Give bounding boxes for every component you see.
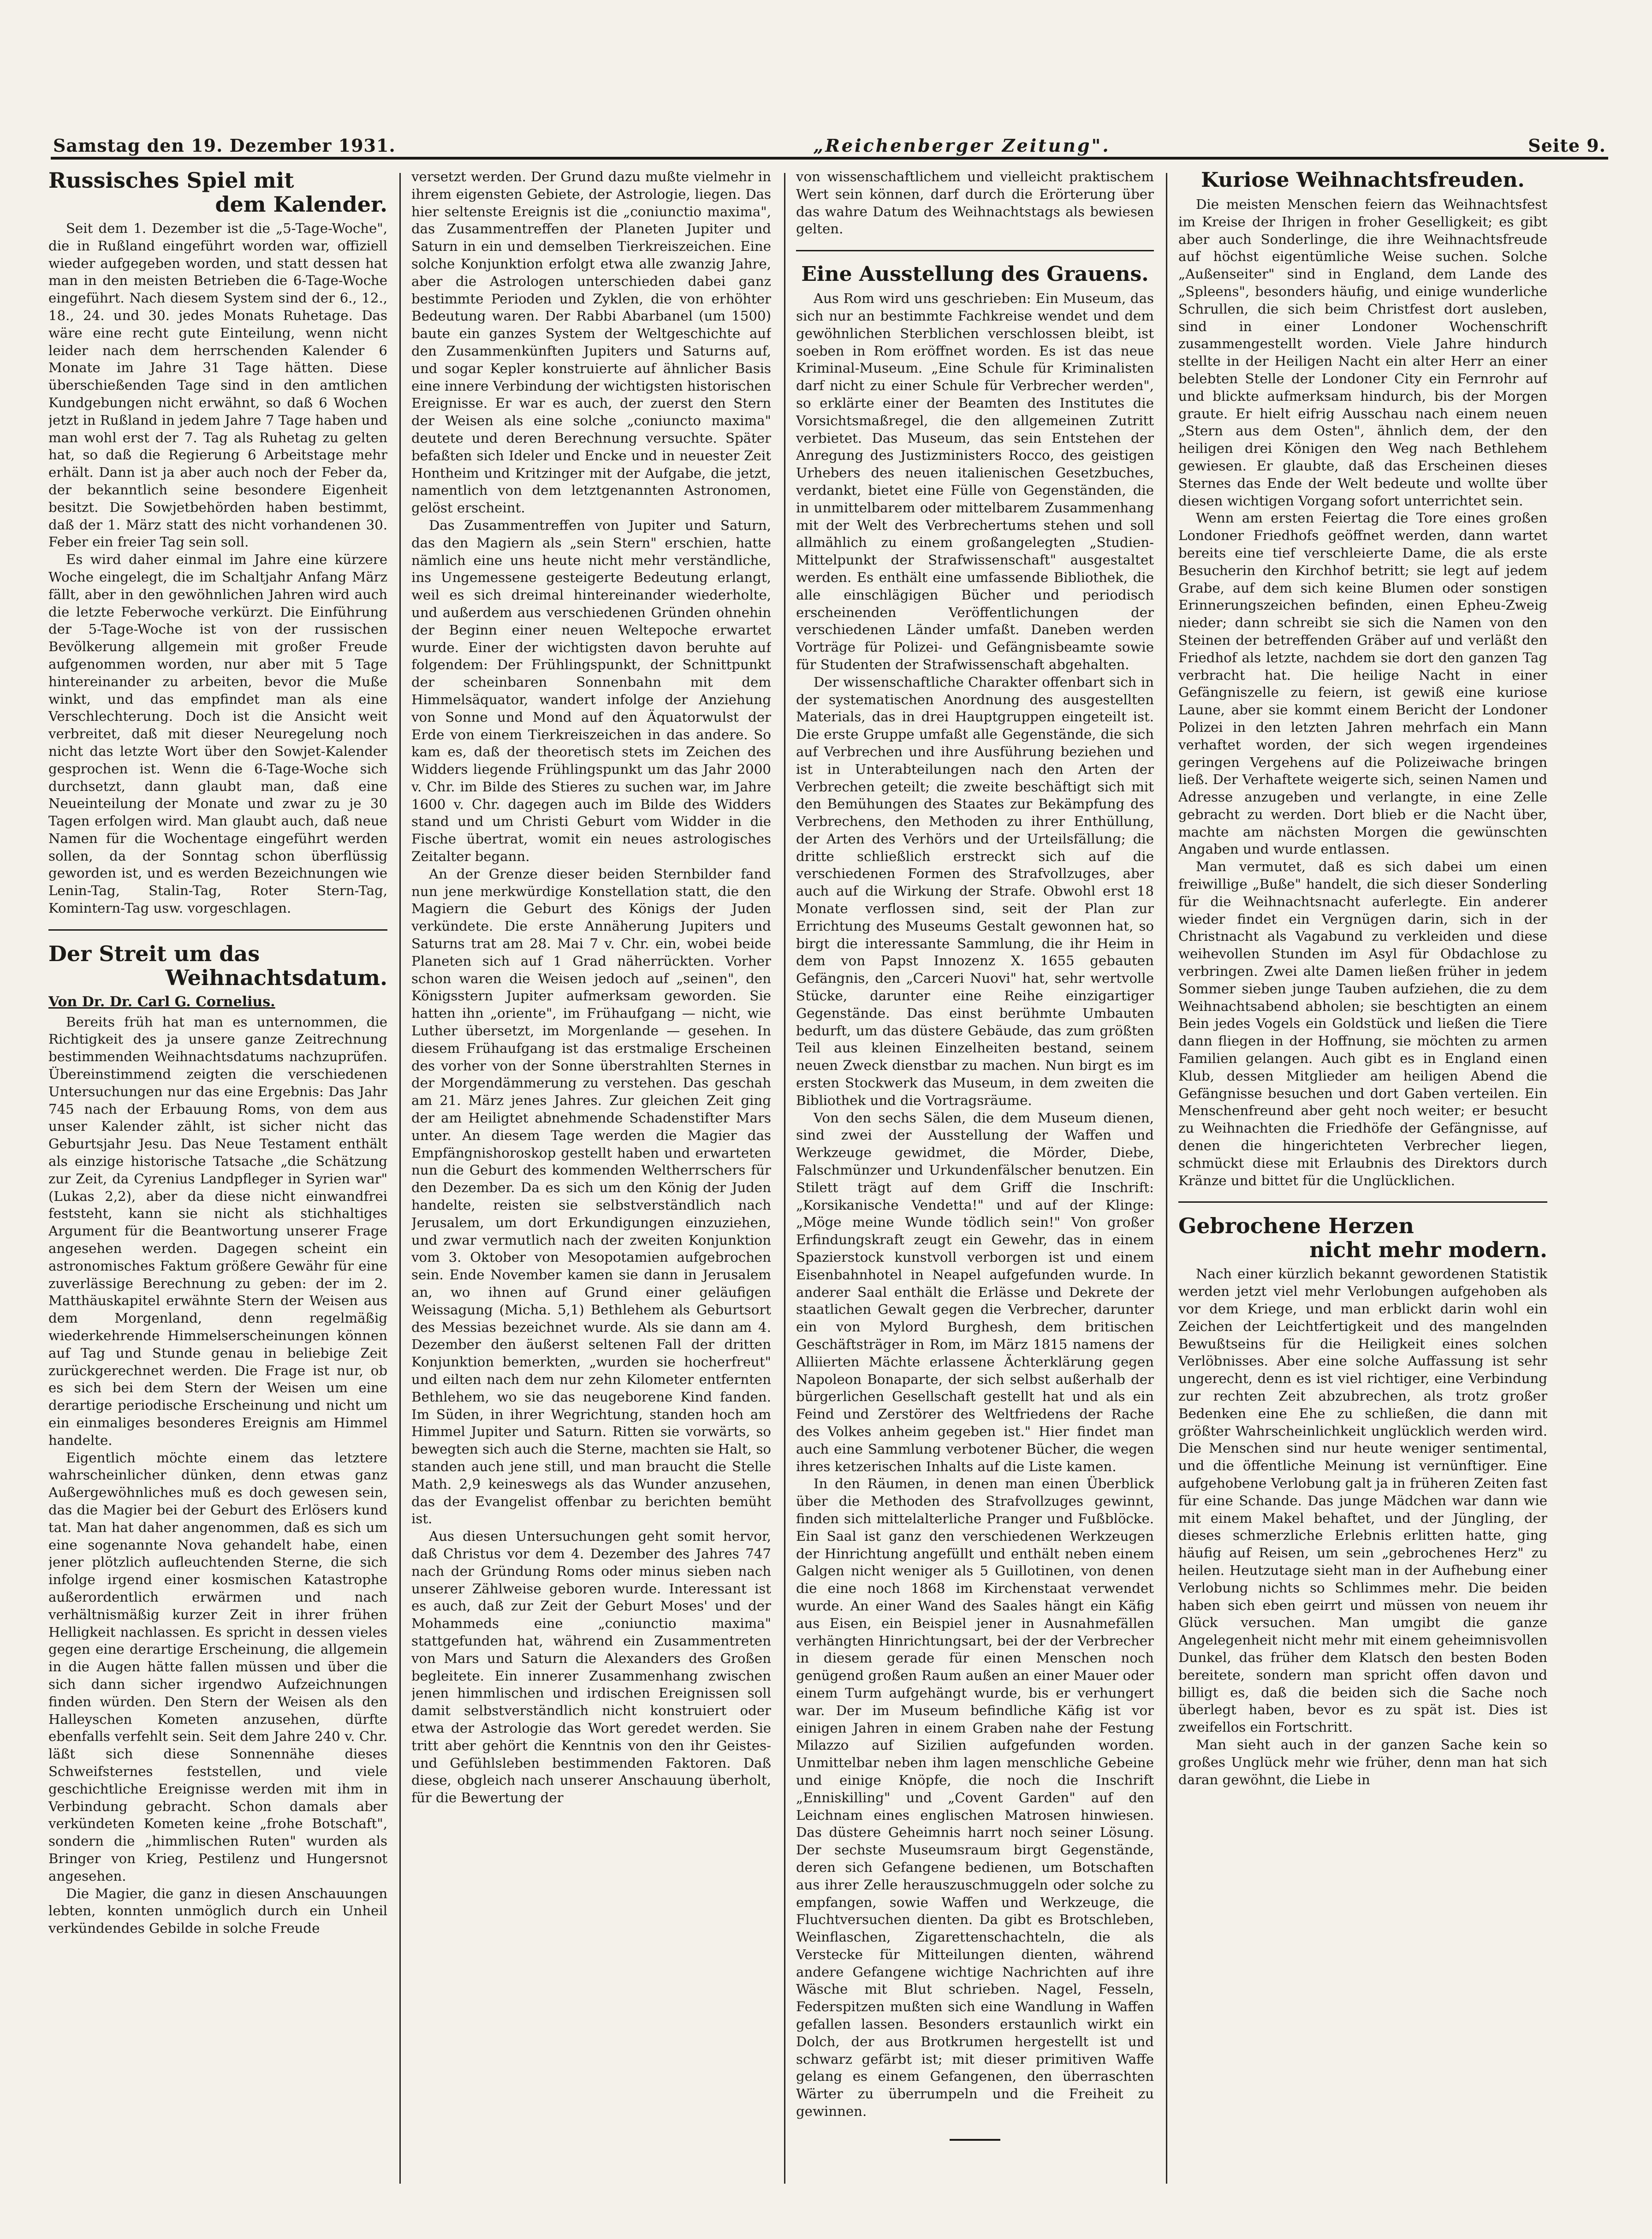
column-divider <box>399 173 401 2184</box>
article-paragraph: Bereits früh hat man es unternommen, die Richtigkeit des ja unsere ganze Zeitrechnung bestimmenden Weihnachtsdatums nachzuprüfen. Übereinstimmend zeigten die verschiedenen Untersuchungen nur das eine Ergebnis: Das Jahr 745 nach der Erbauung Roms, von dem aus unser Kalender zählt, ist sicher nicht das Geburtsjahr Jesu. Das Neue Testament enthält als einzige historische Tatsache „die Schätzung zur Zeit, da Cyrenius Landpfleger in Syrien war" (Lukas 2,2), aber da diese nicht einwandfrei feststeht, kann sie nicht als stichhaltiges Argument für die Beantwortung unserer Frage angesehen werden. Dagegen scheint ein astronomisches Faktum größere Gewähr für eine zuverlässige Berechnung zu geben: der im 2. Matthäuskapitel erwähnte Stern der Weisen aus dem Morgenland, denn regelmäßig wiederkehrende Himmelserscheinungen können auf Tag und Stunde genau in beliebige Zeit zurückgerechnet werden. Die Frage ist nur, ob es sich bei dem Stern der Weisen um eine derartige periodische Erscheinung und nicht um ein einmaliges besonderes Ereignis am Himmel handelte. <box>48 1014 387 1448</box>
article-separator <box>796 250 1154 251</box>
column-divider <box>1166 173 1167 2184</box>
article-title-line: Gebrochene Herzen <box>1178 1213 1414 1239</box>
article-paragraph: Wenn am ersten Feiertag die Tore eines großen Londoner Friedhofs geöffnet werden, dann wartet bereits eine tief verschleierte Dame, die als erste Besucherin den Kirchhof betritt; sie legt auf jedem Grabe, auf dem sich keine Blumen oder sonstigen Erinnerungszeichen befinden, einen Epheu-Zweig nieder; dann schreibt sie sich die Namen von den Steinen der betreffenden Gräber auf und verläßt den Friedhof als letzte, nachdem sie dort den ganzen Tag verbracht hat. Die heilige Nacht in einer Gefängniszelle zu feiern, ist gewiß eine kuriose Laune, aber sie kommt einem Bericht der Londoner Polizei in den letzten Jahren mehrfach ein Mann verhaftet worden, der sich wegen irgendeines geringen Vergehens auf die Polizeiwache bringen ließ. Der Verhaftete weigerte sich, seinen Namen und Adresse anzugeben und verlangte, in eine Zelle gebracht zu werden. Dort blieb er die Nacht über, machte am nächsten Morgen die gewünschten Angaben und wurde entlassen. <box>1178 510 1547 857</box>
article-paragraph: versetzt werden. Der Grund dazu mußte vielmehr in ihrem eigensten Gebiete, der Astrologie, liegen. Das hier seltenste Ereignis ist die „coniunctio maxima", das Zusammentreffen der Planeten Jupiter und Saturn in ein und demselben Tierkreiszeichen. Eine solche Konjunktion erfolgt etwa alle zwanzig Jahre, aber die Astrologen unterschieden dabei ganz bestimmte Perioden und Zyklen, die von erhöhter Bedeutung waren. Der Rabbi Abarbanel (um 1500) baute ein ganzes System der Weltgeschichte auf den Zusammenkünften Jupiters und Saturns auf, und sogar Kepler konstruierte auf ähnlicher Basis eine innere Verbindung der wichtigsten historischen Ereignisse. Er war es auch, der zuerst den Stern der Weisen als eine solche „coniuncto maxima" deutete und deren Berechnung versuchte. Später befaßten sich Ideler und Encke und in neuester Zeit Hontheim und Kritzinger mit der Aufgabe, die jetzt, namentlich von dem letztgenannten Astronomen, gelöst erscheint. <box>411 169 771 516</box>
article-title <box>1178 1214 1547 1262</box>
article-paragraph: Seit dem 1. Dezember ist die „5-Tage-Woche", die in Rußland eingeführt worden war, offiziell wieder aufgegeben worden, und statt dessen hat man in den meisten Betrieben die 6-Tage-Woche eingeführt. Nach diesem System sind der 6., 12., 18., 24. und 30. jedes Monats Ruhetage. Das wäre eine recht gute Einteilung, wenn nicht leider nach dem herrschenden Kalender 6 Monate im Jahre 31 Tage hätten. Diese überschießenden Tage sind in den amtlichen Kundgebungen nicht erwähnt, so daß 6 Wochen jetzt in Rußland in jedem Jahre 7 Tage haben und man wohl erst der 7. Tag als Ruhetag zu gelten hat, so daß die Regierung 6 Arbeitstage mehr erhält. Dann ist ja aber auch noch der Feber da, der bekanntlich seine besondere Eigenheit besitzt. Die Sowjetbehörden haben bestimmt, daß der 1. März statt des nicht vorhandenen 30. Feber ein freier Tag sein soll. <box>48 220 387 550</box>
column-3 <box>796 168 1154 2188</box>
article-paragraph: Man sieht auch in der ganzen Sache kein so großes Unglück mehr wie früher, denn man hat sich daran gewöhnt, die Liebe in <box>1178 1736 1547 1788</box>
article-separator <box>1178 1201 1547 1203</box>
article-paragraph: An der Grenze dieser beiden Sternbilder fand nun jene merkwürdige Konstellation statt, die den Magiern die Geburt des Königs der Juden verkündete. Die erste Annäherung Jupiters und Saturns trat am 28. Mai 7 v. Chr. ein, wobei beide Planeten sich auf 1 Grad näherrückten. Vorher schon waren die Weisen jedoch auf „seinen", den Königsstern Jupiter aufmerksam geworden. Sie hatten ihn „oriente", im Frühaufgang — nicht, wie Luther übersetzt, im Morgenlande — gesehen. In diesem Frühaufgang ist das erstmalige Erscheinen des vorher von der Sonne überstrahlten Sternes in der Morgendämmerung zu verstehen. Das geschah am 21. März jenes Jahres. Zur gleichen Zeit ging der am Heiligtet abnehmende Schadenstifter Mars unter. An diesem Tage werden die Magier das Empfängnishoroskop gestellt haben und erwarteten nun die Geburt des kommenden Weltherrschers für den Dezember. Da es sich um den König der Juden handelte, reisten sie selbstverständlich nach Jerusalem, um dort Erkundigungen einzuziehen, und zwar vermutlich nach der zweiten Konjunktion vom 3. Oktober von Mesopotamien aufgebrochen sein. Ende November kamen sie dann in Jerusalem an, wo ihnen auf Grund einer geläufigen Weissagung (Micha. 5,1) Bethlehem als Geburtsort des Messias bezeichnet wurde. Als sie dann am 4. Dezember den äußerst seltenen Fall der dritten Konjunktion bemerkten, „wurden sie hocherfreut" und eilten nach dem nur zehn Kilometer entfernten Bethlehem, wo sie das neugeborene Kind fanden. Im Süden, in ihrer Wegrichtung, standen hoch am Himmel Jupiter und Saturn. Ritten sie vorwärts, so bewegten sich auch die Sterne, machten sie Halt, so standen auch jene still, und man braucht die Stelle Math. 2,9 keineswegs als das Wunder anzusehen, das der Evangelist offenbar zu berichten bemüht ist. <box>411 866 771 1527</box>
article-byline: Von Dr. Dr. Carl G. Cornelius. <box>48 993 275 1010</box>
header-page-number: Seite 9. <box>1528 135 1606 156</box>
article-title-line: dem Kalender. <box>215 192 387 217</box>
column-1 <box>48 168 387 2188</box>
article-paragraph: Der wissenschaftliche Charakter offenbart sich in der systematischen Anordnung des ausgestellten Materials, das in drei Hauptgruppen eingeteilt ist. Die erste Gruppe umfaßt alle Gegenstände, die sich auf Verbrechen und ihre Ausführung beziehen und ist in Unterabteilungen nach den Arten der Verbrechen geteilt; die zweite beschäftigt sich mit den Bemühungen des Staates zur Bekämpfung des Verbrechens, den Methoden zu ihrer Enthüllung, der Arten des Verhörs und der Urteilsfällung; die dritte schließlich erstreckt sich auf die verschiedenen Formen des Strafvollzuges, aber auch auf die Wirkung der Strafe. Obwohl erst 18 Monate verflossen sind, seit der Plan zur Errichtung des Museums Gestalt gewonnen hat, so birgt die interessante Sammlung, die ihr Heim in dem von Papst Innozenz X. 1655 gebauten Gefängnis, den „Carceri Nuovi" hat, sehr wertvolle Stücke, darunter eine Reihe einzigartiger Gegenstände. Das einst berühmte Umbauten bedurft, um das düstere Gebäude, das zum größten Teil aus kleinen Einzelheiten bestand, seinem neuen Zweck dienstbar zu machen. Nun birgt es im ersten Stockwerk das Museum, in dem zweiten die Bibliothek und die Vortragsräume. <box>796 674 1154 1108</box>
article-paragraph: In den Räumen, in denen man einen Überblick über die Methoden des Strafvollzuges gewinnt, finden sich mittelalterliche Pranger und Fußblöcke. Ein Saal ist ganz den verschiedenen Werkzeugen der Hinrichtung angefüllt und enthält neben einem Galgen nicht weniger als 5 Guillotinen, von denen die eine noch 1868 im Kirchenstaat verwendet wurde. An einer Wand des Saales hängt ein Käfig aus Eisen, ein Beispiel jener in Ausnahmefällen verhängten Hinrichtungsart, bei der der Verbrecher in diesem gerade für einen Menschen noch genügend großen Raum außen an einer Mauer oder einem Turm aufgehängt wurde, bis er verhungert war. Der im Museum befindliche Käfig ist vor einigen Jahren in einem Graben nahe der Festung Milazzo auf Sizilien aufgefunden worden. Unmittelbar neben ihm lagen menschliche Gebeine und einige Knöpfe, die noch die Inschrift „Enniskilling" und „Covent Garden" auf den Leichnam eines englischen Matrosen hinwiesen. Das düstere Geheimnis harrt noch seiner Lösung. Der sechste Museumsraum birgt Gegenstände, deren sich Gefangene bedienen, um Botschaften aus ihrer Zelle herauszuschmuggeln oder solche zu empfangen, sowie Waffen und Werkzeuge, die Fluchtversuchen dienten. Da gibt es Brotschleben, Weinflaschen, Zigarettenschachteln, die als Verstecke für Mitteilungen dienten, während andere Gefangene wichtige Nachrichten auf ihre Wäsche mit Blut schrieben. Nagel, Fesseln, Federspitzen mußten sich eine Wandlung in Waffen gefallen lassen. Besonders erstaunlich wirkt ein Dolch, der aus Brotkrumen hergestellt ist und schwarz gefärbt ist; mit dieser primitiven Waffe gelang es einem Gefangenen, den überraschten Wärter zu überrumpeln und die Freiheit zu gewinnen. <box>796 1476 1154 2120</box>
column-4 <box>1178 168 1547 2188</box>
article-paragraph: Eigentlich möchte einem das letztere wahrscheinlicher dünken, denn etwas ganz Außergewöhnliches muß es doch gewesen sein, das die Magier bei der Geburt des Erlösers kund tat. Man hat daher angenommen, daß es sich um eine sogenannte Nova gehandelt habe, einen jener plötzlich aufleuchtenden Sterne, die sich infolge irgend einer kosmischen Katastrophe außerordentlich erwärmen und nach verhältnismäßig kurzer Zeit in ihrer frühen Helligkeit nachlassen. Es spricht in dessen vieles gegen eine derartige Erscheinung, die allgemein in die Augen hätte fallen müssen und über die sich dann sicher irgendwo Aufzeichnungen finden würden. Den Stern der Weisen als den Halleyschen Kometen anzusehen, dürfte ebenfalls verfehlt sein. Seit dem Jahre 240 v. Chr. läßt sich diese Sonnennähe dieses Schweifsternes feststellen, und viele geschichtliche Ereignisse werden mit ihm in Verbindung gebracht. Schon damals aber verkündeten Kometen keine „frohe Botschaft", sondern die „himmlischen Ruten" wurden als Bringer von Krieg, Pestilenz und Hungersnot angesehen. <box>48 1449 387 1884</box>
article-paragraph: Das Zusammentreffen von Jupiter und Saturn, das den Magiern als „sein Stern" erschien, hatte nämlich eine uns heute nicht mehr verständliche, ins Ungemessene gesteigerte Bedeutung erlangt, weil es sich dreimal hintereinander wiederholte, und außerdem aus verschiedenen Gründen ohnehin der Beginn einer neuen Weltepoche erwartet wurde. Einer der wichtigsten davon beruhte auf folgendem: Der Frühlingspunkt, der Schnittpunkt der scheinbaren Sonnenbahn mit dem Himmelsäquator, wandert infolge der Anziehung von Sonne und Mond auf den Äquatorwulst der Erde von einem Tierkreiszeichen in das andere. So kam es, daß der theoretisch stets im Zeichen des Widders liegende Frühlingspunkt um das Jahr 2000 v. Chr. im Bilde des Stieres zu suchen war, im Jahre 1600 v. Chr. dagegen auch im Bilde des Widders stand und um Christi Geburt vom Widder in die Fische übertrat, womit ein neues astrologisches Zeitalter begann. <box>411 517 771 865</box>
end-of-article-rule <box>950 2139 1000 2141</box>
article-title: Eine Ausstellung des Grauens. <box>801 262 1149 286</box>
article-paragraph: Von den sechs Sälen, die dem Museum dienen, sind zwei der Ausstellung der Waffen und Werkzeuge gewidmet, die Mörder, Diebe, Falschmünzer und Urkundenfälscher benutzen. Ein Stilett trägt auf dem Griff die Inschrift: „Korsikanische Vendetta!" und auf der Klinge: „Möge meine Wunde tödlich sein!" Von großer Erfindungskraft zeugt ein Gewehr, das in einem Spazierstock kunstvoll verborgen ist und einem Eisenbahnhotel in Neapel aufgefunden wurde. In anderer Saal enthält die Erlässe und Dekrete der staatlichen Gewalt gegen die Verbrecher, darunter ein von Mylord Burghesh, dem britischen Geschäftsträger in Rom, im März 1815 namens der Alliierten Mächte erlassene Ächterklärung gegen Napoleon Bonaparte, der sich selbst außerhalb der bürgerlichen Gesellschaft gestellt hat und als ein Feind und Zerstörer des Weltfriedens der Rache des Volkes anheim gegeben ist." Hier findet man auch eine Sammlung verbotener Bücher, die wegen ihres ketzerischen Inhalts auf die Liste kamen. <box>796 1110 1154 1474</box>
article-title <box>48 942 387 990</box>
article-title <box>48 168 387 216</box>
article-paragraph: Aus Rom wird uns geschrieben: Ein Museum, das sich nur an bestimmte Fachkreise wendet und dem gewöhnlichen Sterblichen verschlossen bleibt, ist soeben in Rom eröffnet worden. Es ist das neue Kriminal-Museum. „Eine Schule für Kriminalisten darf nicht zu einer Schule für Verbrecher werden", so erklärte einer der Beamten des Institutes die Vorsichtsmaßregel, die den allgemeinen Zutritt verbietet. Das Museum, das sein Entstehen der Anregung des Justizministers Rocco, des geistigen Urhebers des neuen italienischen Gesetzbuches, verdankt, bietet eine Fülle von Gegenständen, die in unmittelbarem oder mittelbarem Zusammenhang mit der Welt des Verbrechertums stehen und soll allmählich zu einem großangelegten „Studien-Mittelpunkt der Strafwissenschaft" ausgestaltet werden. Es enthält eine umfassende Bibliothek, die alle einschlägigen Bücher und periodisch erscheinenden Veröffentlichungen der verschiedenen Länder umfaßt. Daneben werden Vorträge für Polizei- und Gefängnisbeamte sowie für Studenten der Strafwissenschaft abgehalten. <box>796 291 1154 672</box>
article-separator <box>48 929 387 931</box>
article-title-line: Weihnachtsdatum. <box>165 965 387 990</box>
header-date: Samstag den 19. Dezember 1931. <box>53 135 396 156</box>
article-title-line: Der Streit um das <box>48 941 260 966</box>
article-paragraph: Die meisten Menschen feiern das Weihnachtsfest im Kreise der Ihrigen in froher Geselligkeit; es gibt aber auch Sonderlinge, die ihre Weihnachtsfreude auf höchst eigentümliche Weise suchen. Solche „Außenseiter" sind in England, dem Lande des „Spleens", besonders häufig, und einige wunderliche Schrullen, die sich beim Christfest dort ausleben, sind in einer Londoner Wochenschrift zusammengestellt worden. Viele Jahre hindurch stellte in der Heiligen Nacht ein alter Herr an einer belebten Stelle der Londoner City ein Fernrohr auf und blickte aufmerksam hindurch, bis der Morgen graute. Er hielt eifrig Ausschau nach einem neuen „Stern aus dem Osten", ähnlich dem, der den heiligen drei Königen den Weg nach Bethlehem gewiesen. Er glaubte, daß das Erscheinen dieses Sternes das Ende der Welt bedeute und wollte über diesen wichtigen Vorgang sofort unterrichtet sein. <box>1178 196 1547 509</box>
article-title-line: Russisches Spiel mit <box>48 168 294 193</box>
article-title-line: nicht mehr modern. <box>1309 1237 1547 1263</box>
page-header <box>53 124 1606 156</box>
article-paragraph: Nach einer kürzlich bekannt gewordenen Statistik werden jetzt viel mehr Verlobungen aufgehoben als vor dem Kriege, und man erblickt darin wohl ein Zeichen der Leichtfertigkeit und des mangelnden Bewußtseins für die Heiligkeit eines solchen Verlöbnisses. Aber eine solche Auffassung ist sehr ungerecht, denn es ist viel richtiger, eine Verbindung zur rechten Zeit abzubrechen, als trotz großer Bedenken eine Ehe zu schließen, die dann mit größter Wahrscheinlichkeit unglücklich werden wird. Die Menschen sind nur heute weniger sentimental, und die öffentliche Meinung ist vernünftiger. Eine aufgehobene Verlobung galt ja in früheren Zeiten fast für eine Schande. Das junge Mädchen war dann wie mit einem Makel behaftet, und der Jüngling, der dieses schmerzliche Erlebnis erlitten hatte, ging häufig auf Reisen, um sein „gebrochenes Herz" zu heilen. Heutzutage sieht man in der Aufhebung einer Verlobung nichts so Schlimmes mehr. Die beiden haben sich eben geirrt und müssen von neuem ihr Glück versuchen. Man umgibt die ganze Angelegenheit nicht mehr mit einem geheimnisvollen Dunkel, das früher dem Klatsch den besten Boden bereitete, sondern man spricht offen davon und billigt es, daß die beiden sich die Sache noch überlegt haben, bevor es zu spät ist. Dies ist zweifellos ein Fortschritt. <box>1178 1266 1547 1735</box>
article-paragraph: von wissenschaftlichem und vielleicht praktischem Wert sein können, darf durch die Erörterung über das wahre Datum des Weihnachtstags als bewiesen gelten. <box>796 169 1154 237</box>
article-paragraph: Die Magier, die ganz in diesen Anschauungen lebten, konnten unmöglich durch ein Unheil verkündendes Gebilde in solche Freude <box>48 1885 387 1936</box>
article-paragraph: Es wird daher einmal im Jahre eine kürzere Woche eingelegt, die im Schaltjahr Anfang März fällt, aber in den gewöhnlichen Jahren wird auch die letzte Feberwoche verkürzt. Die Einführung der 5-Tage-Woche ist von der russischen Bevölkerung allgemein mit großer Freude aufgenommen worden, nur aber mit 5 Tage hintereinander zu arbeiten, bevor die Muße winkt, und das empfindet man als eine Verschlechterung. Doch ist die Ansicht weit verbreitet, daß mit dieser Neuregelung noch nicht das letzte Wort über den Sowjet-Kalender gesprochen ist. Wenn die 6-Tage-Woche sich durchsetzt, dann glaubt man, daß eine Neueinteilung der Monate und zwar zu je 30 Tagen erfolgen wird. Man glaubt auch, daß neue Namen für die Wochentage eingeführt werden sollen, da der Sonntag schon überflüssig geworden ist, und es werden Bezeichnungen wie Lenin-Tag, Stalin-Tag, Roter Stern-Tag, Komintern-Tag usw. vorgeschlagen. <box>48 552 387 916</box>
article-title: Kuriose Weihnachtsfreuden. <box>1201 168 1525 192</box>
header-rule <box>51 157 1608 160</box>
column-2 <box>411 168 771 2188</box>
column-divider <box>784 173 785 2184</box>
header-newspaper-title: „Reichenberger Zeitung". <box>813 135 1111 156</box>
article-paragraph: Aus diesen Untersuchungen geht somit hervor, daß Christus vor dem 4. Dezember des Jahres 747 nach der Gründung Roms oder minus sieben nach unserer Zählweise geboren wurde. Interessant ist es auch, daß zur Zeit der Geburt Moses' und der Mohammeds eine „coniunctio maxima" stattgefunden hat, während ein Zusammentreten von Mars und Saturn die Alexanders des Großen begleitete. Ein innerer Zusammenhang zwischen jenen himmlischen und irdischen Ereignissen soll damit selbstverständlich nicht konstruiert oder etwa der Astrologie das Wort geredet werden. Sie tritt aber gehört die Kenntnis von den ihr Geistes- und Gefühlsleben bestimmenden Faktoren. Daß diese, obgleich nach unserer Anschauung überholt, für die Bewertung der <box>411 1528 771 1806</box>
article-paragraph: Man vermutet, daß es sich dabei um einen freiwillige „Buße" handelt, die sich dieser Sonderling für die Weihnachtsnacht auferlegte. Ein anderer wieder findet ein Vergnügen darin, sich in der Christnacht als Vagabund zu verkleiden und diese weihevollen Stunden im Asyl für Obdachlose zu verbringen. Zwei alte Damen ließen früher in jedem Sommer sieben junge Tauben aufziehen, die zu dem Weihnachtsabend abholen; sie beschtigten an einem Bein jedes Vogels ein Goldstück und ließen die Tiere dann fliegen in der Hoffnung, sie möchten zu armen Familien gelangen. Auch gibt es in England einen Klub, dessen Mitglieder am heiligen Abend die Gefängnisse besuchen und dort Gaben verteilen. Ein Menschenfreund aber geht noch weiter; er besucht zu Weihnachten die Friedhöfe der Gefängnisse, auf denen die hingerichteten Verbrecher liegen, schmückt diese mit Erlaubnis des Direktors durch Kränze und bittet für die Unglücklichen. <box>1178 859 1547 1188</box>
